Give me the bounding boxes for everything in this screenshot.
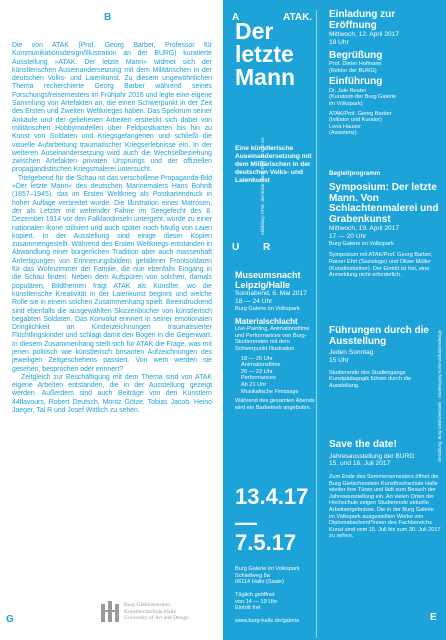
venue-address: Burg Galerie im Volkspark Schleifweg 8a 06114 Halle (Saale) (235, 566, 300, 586)
logo-line-1: Burg Giebichenstein (124, 602, 171, 608)
exhibition-subtitle: Eine künstlerische Auseinandersetzung mit dem Militärischen in der deutschen Volks- und Laienkunst (235, 145, 312, 184)
tours-section (329, 326, 441, 389)
opening-date: Mittwoch, 12. April 2017 (329, 31, 400, 38)
burg-logo-icon (100, 600, 120, 622)
corner-letter-u: U (232, 242, 240, 253)
greeting-person: Prof. Dieter Hofmann (Rektor der BURG) (329, 61, 382, 74)
exhibition-title: Der letzte Mann (235, 18, 296, 90)
save-date-section (329, 440, 441, 540)
save-date-title: Save the date! (329, 439, 397, 450)
opening-hours: Täglich geöffnet von 14 — 19 Uhr Eintritt frei (235, 592, 278, 612)
museum-night-subtitle: Materialschlacht (235, 317, 298, 327)
opening-title: Einladung zur Eröffnung (329, 9, 396, 31)
symposium-date: Mittwoch, 19. April 2017 (329, 225, 400, 233)
website-link[interactable]: www.burg-halle.de/galerie (235, 618, 300, 624)
date-end: 7.5.17 (235, 530, 297, 555)
intro-person-1: Dr. Jule Reuter (Kuratorin der Burg Galerie im Volkspark) (329, 87, 397, 107)
column-divider (316, 10, 317, 638)
symposium-place: Burg Galerie im Volkspark (329, 240, 394, 247)
museum-night-text: Live-Painting, Animationsfilme und Performances von Burg-Studierenden mit dem Schwerpunkt Illustration (235, 326, 310, 352)
corner-letter-r: R (263, 242, 271, 253)
tours-time: 15 Uhr (329, 356, 349, 364)
corner-letter-g: G (6, 614, 14, 625)
museum-night-date: Sonnabend, 6. Mai 2017 (235, 290, 307, 297)
symposium-title: Symposium: Der letzte Mann. Von Schlachtenmalerei und Grabenkunst (329, 182, 439, 225)
program-label: Begleitprogramm (329, 170, 381, 177)
logo-line-2: Kunsthochschule Halle (124, 608, 177, 615)
date-start: 13.4.17 (235, 484, 309, 509)
save-date-text: Zum Ende des Sommersemesters öffnet die Burg Giebichenstein Kunsthochschule Halle wieder ihre Türen und lädt zum Besuch der Jahresausstellung ein. An vielen Orten der Hochschule zeigen Studierende aktuelle Arbeitsergebnisse. Die in der Burg Galerie im Volkspark ausgestellten Werke von Diplomabsolvent*innen des Fachbereichs Kunst sind vom 15. Juli bis zum 30. Juli 2017 zu sehen. (329, 474, 441, 540)
opening-time: 18 Uhr (329, 38, 349, 46)
museum-night-place: Burg Galerie im Volkspark (235, 305, 300, 312)
museum-night-section (235, 270, 315, 411)
greeting-title: Begrüßung (329, 49, 383, 61)
design-credit: Gestaltung: Burg Giebichenstein · Studiengang Kommunikationsdesign (437, 330, 442, 462)
save-date-dates: 15. und 16. Juli 2017 (329, 460, 391, 468)
save-date-subtitle: Jahresausstellung der BURG (329, 452, 415, 460)
corner-letter-b: B (104, 12, 112, 23)
image-credit: Abbildung: ATAK, Der letzte Mann, 2017, 60 x 40 cm (260, 137, 265, 235)
tours-title: Führungen durch die Ausstellung (329, 325, 429, 347)
corner-letter-e: E (430, 612, 437, 623)
exhibition-description: Die von ATAK (Prof. Georg Barber, Professor für Kommunikationsdesign/Illustration an der BURG) kuratierte Ausstellung »ATAK. Der letzte Mann« widmet sich der künstlerischen Auseinandersetzung mit dem Militärischen in der deutschen Volks- und Laienkunst. Zu diesem ungewöhnlichen Thema recherchierte Georg Barber während seines Forschungsfreisemesters im Frühjahr 2016 und legte eine eigene Sammlung von Artefakten an, die einen Schwerpunkt in der Zeit des Ersten und Zweiten Weltkrieges haben. Das Spektrum seiner Ankäufe und der geliehenen Arbeiten erstreckt sich dabei von militärischen Hobbymodellen über Feldpostkarten bis hin zu Kunst von Soldaten und Kriegsgefangenen und schließt die visuelle Aufarbeitung traumatischer Kriegserlebnisse ein. In der weiteren Auseinandersetzung wird auch die Wechselbeziehung zwischen Artefakten privaten Ursprungs und der offiziellen propagandistischen Kriegsmalerei untersucht. Titelgebend für die Schau ist das verschollene Propaganda-Bild »Der letzte Mann« des deutschen Marinemalers Hans Bohrdt (1857–1945), das im Ersten Weltkrieg als Postkartendruck in hoher Auflage verbreitet wurde. Die Illustration eines Matrosen, der als Letzter mit wehender Fahne im Seegefecht des 8. Dezember 1914 vor den Falklandinseln untergeht, wurde zu einer nationalen Ikone stilisiert und auch später noch häufig von Laien kopiert. In der Ausstellung sind einige dieser Kopien zusammengestellt. Während des Ersten Weltkriegs entstanden in Abwandlung einer bürgerlichen Tradition aber auch massenhaft Anfertigungen von Erinnerungsbildern gefallener Frontsoldaten für das Wohnzimmer der Familie, die nun ebenfalls Eingang in die Schau finden. Neben dem Aufspüren von solchen, damals populären, Bildthemen fragt ATAK als Künstler, wo die künstlerische Kreativität in der Laienkunst beginnt und welche Rolle sie in einem solchen Zusammenhang spielt. Beeindruckend sind ebenfalls die ausgewählten Skizzenbücher von künstlerisch begabten Soldaten. Das Konvolut erinnert in seiner emotionalen Dringlichkeit an Kinderzeichnungen traumatisierter Flüchtlingskinder und schlägt damit den Bogen in die Gegenwart. In diesem Zusammenhang stellt sich für ATAK die Frage, was mit jenen politisch wie künstlerisch brisanten Aufzeichnungen des jeweiligen Zeitgeschehens passiert. Von wem werden sie gesehen, besprochen oder erinnert? Zeitgleich zur Beschäftigung mit dem Thema sind von ATAK eigene Arbeiten entstanden, die in der Ausstellung gezeigt werden. Außerdem sind auch Beiträge von den Künstlern 44flavours, Robert Deutsch, Moritz Götze, Tobias Jacob, Heino Jaeger, Tal R und Josef Wittlich zu sehen. (12, 42, 213, 415)
poster-panel (223, 0, 446, 640)
intro-person-2: ATAK/Prof. Georg Barber (Initiator und Kurator) Lena Hauser (Assistenz) (329, 110, 392, 137)
museum-night-note: Während des gesamten Abends wird ein Barbetrieb angeboten. (235, 398, 315, 411)
corner-letter-a: A (232, 12, 240, 23)
opening-section (329, 10, 441, 137)
artist-name: ATAK. (283, 12, 313, 23)
tours-text: Studierende des Studiengangs Kunstpädagogik führen durch die Ausstellung. (329, 369, 412, 389)
program-section (329, 170, 441, 279)
museum-night-schedule: 18 — 20 Uhr Animationsfilme 20 — 22 Uhr Performances Ab 21 Uhr Musikalische Finissage (241, 355, 299, 395)
symposium-time: 17 — 20 Uhr (329, 233, 367, 240)
museum-night-time: 18 — 24 Uhr (235, 297, 273, 305)
intro-title: Einführung (329, 76, 383, 88)
symposium-text: Symposium mit ATAK/Prof. Georg Barber, Rainer Ehrt (Soziologe) und Oliver Müller (Kunsthistoriker). Der Eintritt ist frei, eine Anmeldung nicht erforderlich. (329, 252, 433, 279)
museum-night-title: Museumsnacht Leipzig/Halle (235, 270, 301, 290)
date-dash: — (235, 510, 257, 535)
tours-when: Jeden Sonntag (329, 349, 374, 356)
logo-line-3: University of Art and Design (124, 615, 189, 622)
